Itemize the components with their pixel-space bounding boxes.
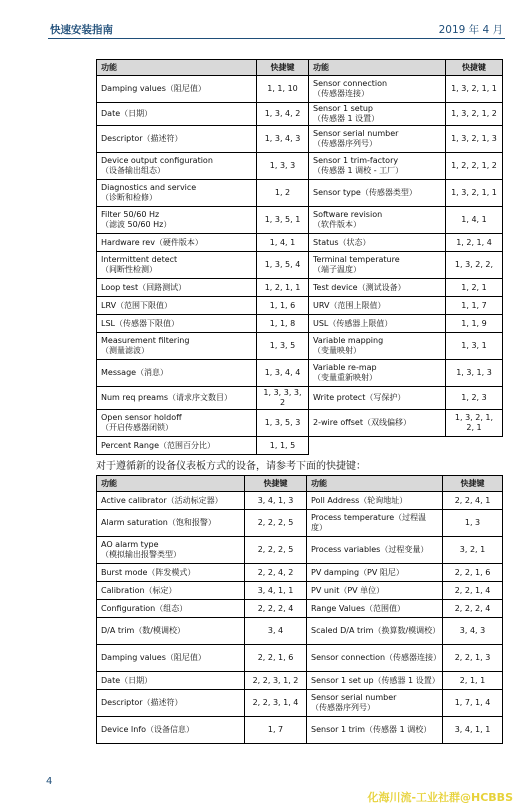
function-cell: Software revision （软件版本） — [309, 207, 446, 234]
table-row — [97, 234, 503, 252]
column-header: 功能 — [97, 60, 257, 76]
shortcut-cell: 2, 2, 1, 4 — [443, 582, 503, 600]
shortcut-cell: 1, 3, 2, 1, 3 — [446, 126, 503, 153]
function-cell: Sensor 1 trim（传感器 1 调校） — [307, 717, 443, 744]
table-row — [97, 315, 503, 333]
function-cell: Sensor 1 setup （传感器 1 设置） — [309, 103, 446, 126]
header-date: 2019 年 4 月 — [438, 24, 503, 36]
function-cell: Percent Range（范围百分比） — [97, 437, 257, 455]
table-row — [97, 76, 503, 103]
function-cell: Calibration（标定） — [97, 582, 245, 600]
function-cell: Descriptor（描述符） — [97, 126, 257, 153]
shortcut-cell: 2, 2, 2, 4 — [245, 600, 307, 618]
function-cell — [309, 437, 446, 455]
table-row — [97, 537, 503, 564]
column-header: 功能 — [97, 476, 245, 492]
shortcut-cell: 1, 3, 5, 3 — [257, 410, 309, 437]
shortcut-cell: 2, 2, 1, 3 — [443, 645, 503, 672]
function-cell: Poll Address（轮询地址） — [307, 492, 443, 510]
shortcut-cell: 1, 1, 5 — [257, 437, 309, 455]
function-cell: Alarm saturation（饱和报警） — [97, 510, 245, 537]
shortcut-cell: 2, 2, 2, 5 — [245, 537, 307, 564]
shortcut-cell: 1, 3, 2, 1, 2 — [446, 103, 503, 126]
function-cell: Diagnostics and service （诊断和检修） — [97, 180, 257, 207]
shortcut-cell: 3, 2, 1 — [443, 537, 503, 564]
shortcut-table-2 — [96, 475, 503, 744]
function-cell: Sensor 1 set up（传感器 1 设置） — [307, 672, 443, 690]
shortcut-cell: 1, 3, 5, 1 — [257, 207, 309, 234]
shortcut-cell: 1, 1, 10 — [257, 76, 309, 103]
table-row — [97, 600, 503, 618]
function-cell: Sensor connection （传感器连接） — [309, 76, 446, 103]
table-row — [97, 410, 503, 437]
shortcut-cell: 1, 2 — [257, 180, 309, 207]
shortcut-cell: 1, 4, 1 — [446, 207, 503, 234]
function-cell: Device Info（设备信息） — [97, 717, 245, 744]
function-cell: Date（日期） — [97, 672, 245, 690]
function-cell: Loop test（回路测试） — [97, 279, 257, 297]
header-title: 快速安装指南 — [50, 24, 113, 36]
table-row — [97, 103, 503, 126]
function-cell: Terminal temperature （端子温度） — [309, 252, 446, 279]
shortcut-cell: 2, 2, 2, 5 — [245, 510, 307, 537]
function-cell: Sensor serial number （传感器序列号） — [307, 690, 443, 717]
intro-paragraph: 对于遵循新的设备仪表板方式的设备，请参考下面的快捷键： — [96, 461, 366, 472]
function-cell: PV damping（PV 阻尼） — [307, 564, 443, 582]
shortcut-cell: 2, 2, 2, 4 — [443, 600, 503, 618]
shortcut-cell: 2, 2, 3, 1, 4 — [245, 690, 307, 717]
table-row — [97, 564, 503, 582]
table-row — [97, 510, 503, 537]
shortcut-cell: 1, 1, 8 — [257, 315, 309, 333]
function-cell: Filter 50/60 Hz （滤波 50/60 Hz） — [97, 207, 257, 234]
table-row — [97, 672, 503, 690]
shortcut-cell: 1, 3, 3 — [257, 153, 309, 180]
function-cell: Sensor serial number （传感器序列号） — [309, 126, 446, 153]
column-header: 快捷键 — [245, 476, 307, 492]
shortcut-cell: 2, 2, 4, 1 — [443, 492, 503, 510]
table-row — [97, 387, 503, 410]
function-cell: PV unit（PV 单位） — [307, 582, 443, 600]
table-row — [97, 582, 503, 600]
shortcut-cell: 1, 2, 1 — [446, 279, 503, 297]
header-rule — [48, 38, 505, 39]
function-cell: Sensor type（传感器类型） — [309, 180, 446, 207]
shortcut-cell: 2, 2, 1, 6 — [443, 564, 503, 582]
shortcut-cell: 1, 3, 3, 3, 2 — [257, 387, 309, 410]
function-cell: Measurement filtering （测量滤波） — [97, 333, 257, 360]
function-cell: Date（日期） — [97, 103, 257, 126]
table-row — [97, 207, 503, 234]
table-row — [97, 333, 503, 360]
function-cell: LSL（传感器下限值） — [97, 315, 257, 333]
shortcut-cell: 3, 4, 1, 1 — [245, 582, 307, 600]
shortcut-cell: 1, 3, 4, 3 — [257, 126, 309, 153]
table-row — [97, 492, 503, 510]
shortcut-cell: 1, 1, 6 — [257, 297, 309, 315]
table-row — [97, 279, 503, 297]
table-row — [97, 717, 503, 744]
column-header: 快捷键 — [446, 60, 503, 76]
column-header: 功能 — [309, 60, 446, 76]
column-header: 快捷键 — [257, 60, 309, 76]
function-cell: LRV（范围下限值） — [97, 297, 257, 315]
shortcut-cell: 1, 3, 5 — [257, 333, 309, 360]
function-cell: Variable re-map （变量重新映射） — [309, 360, 446, 387]
function-cell: AO alarm type （模拟输出报警类型） — [97, 537, 245, 564]
shortcut-cell: 1, 2, 1, 4 — [446, 234, 503, 252]
table-row — [97, 360, 503, 387]
function-cell: Sensor connection（传感器连接） — [307, 645, 443, 672]
function-cell: Configuration（组态） — [97, 600, 245, 618]
function-cell: Scaled D/A trim（换算数/模调校） — [307, 618, 443, 645]
shortcut-cell: 1, 3, 4, 2 — [257, 103, 309, 126]
shortcut-cell: 1, 3, 2, 1, 1 — [446, 76, 503, 103]
table-header-row — [97, 60, 503, 76]
shortcut-cell: 1, 3, 2, 1, 2, 1 — [446, 410, 503, 437]
table-row — [97, 645, 503, 672]
function-cell: URV（范围上限值） — [309, 297, 446, 315]
shortcut-cell: 2, 2, 1, 6 — [245, 645, 307, 672]
shortcut-cell — [446, 437, 503, 455]
shortcut-cell: 3, 4, 1, 1 — [443, 717, 503, 744]
shortcut-cell: 1, 3 — [443, 510, 503, 537]
page-header — [0, 0, 527, 40]
function-cell: Num req preams（请求序文数目） — [97, 387, 257, 410]
page-number: 4 — [46, 776, 53, 787]
function-cell: Open sensor holdoff （开启传感器闭锁） — [97, 410, 257, 437]
function-cell: Hardware rev（硬件版本） — [97, 234, 257, 252]
function-cell: Descriptor（描述符） — [97, 690, 245, 717]
shortcut-cell: 1, 2, 1, 1 — [257, 279, 309, 297]
function-cell: Status（状态） — [309, 234, 446, 252]
function-cell: Process variables（过程变量） — [307, 537, 443, 564]
shortcut-cell: 1, 3, 1, 3 — [446, 360, 503, 387]
shortcut-cell: 3, 4, 1, 3 — [245, 492, 307, 510]
function-cell: Burst mode（阵发模式） — [97, 564, 245, 582]
shortcut-table-1 — [96, 59, 503, 455]
shortcut-cell: 3, 4 — [245, 618, 307, 645]
function-cell: Damping values（阻尼值） — [97, 76, 257, 103]
shortcut-cell: 2, 2, 4, 2 — [245, 564, 307, 582]
shortcut-cell: 1, 7, 1, 4 — [443, 690, 503, 717]
function-cell: D/A trim（数/模调校） — [97, 618, 245, 645]
function-cell: Test device（测试设备） — [309, 279, 446, 297]
table-header-row — [97, 476, 503, 492]
shortcut-cell: 3, 4, 3 — [443, 618, 503, 645]
function-cell: Message（消息） — [97, 360, 257, 387]
function-cell: Intermittent detect （间断性检测） — [97, 252, 257, 279]
column-header: 功能 — [307, 476, 443, 492]
function-cell: Write protect（写保护） — [309, 387, 446, 410]
function-cell: Active calibrator（活动标定器） — [97, 492, 245, 510]
table-row — [97, 153, 503, 180]
watermark: 化海川流-工业社群@HCBBS — [367, 791, 513, 804]
table-row — [97, 297, 503, 315]
shortcut-cell: 1, 3, 2, 1, 1 — [446, 180, 503, 207]
shortcut-cell: 2, 1, 1 — [443, 672, 503, 690]
function-cell: Variable mapping （变量映射） — [309, 333, 446, 360]
shortcut-cell: 1, 1, 9 — [446, 315, 503, 333]
function-cell: Sensor 1 trim-factory （传感器 1 调校 - 工厂） — [309, 153, 446, 180]
shortcut-cell: 1, 1, 7 — [446, 297, 503, 315]
shortcut-cell: 1, 3, 5, 4 — [257, 252, 309, 279]
table-row — [97, 180, 503, 207]
shortcut-cell: 1, 4, 1 — [257, 234, 309, 252]
table-row — [97, 252, 503, 279]
function-cell: Process temperature（过程温度） — [307, 510, 443, 537]
function-cell: USL（传感器上限值） — [309, 315, 446, 333]
table-row — [97, 618, 503, 645]
shortcut-cell: 1, 3, 2, 2, — [446, 252, 503, 279]
shortcut-cell: 1, 2, 3 — [446, 387, 503, 410]
shortcut-cell: 1, 3, 4, 4 — [257, 360, 309, 387]
table-row — [97, 690, 503, 717]
table-row — [97, 126, 503, 153]
table-row — [97, 437, 503, 455]
column-header: 快捷键 — [443, 476, 503, 492]
function-cell: Device output configuration （设备输出组态） — [97, 153, 257, 180]
shortcut-cell: 1, 7 — [245, 717, 307, 744]
function-cell: Range Values（范围值） — [307, 600, 443, 618]
function-cell: Damping values（阻尼值） — [97, 645, 245, 672]
function-cell: 2-wire offset（双线偏移） — [309, 410, 446, 437]
shortcut-cell: 1, 2, 2, 1, 2 — [446, 153, 503, 180]
shortcut-cell: 1, 3, 1 — [446, 333, 503, 360]
shortcut-cell: 2, 2, 3, 1, 2 — [245, 672, 307, 690]
